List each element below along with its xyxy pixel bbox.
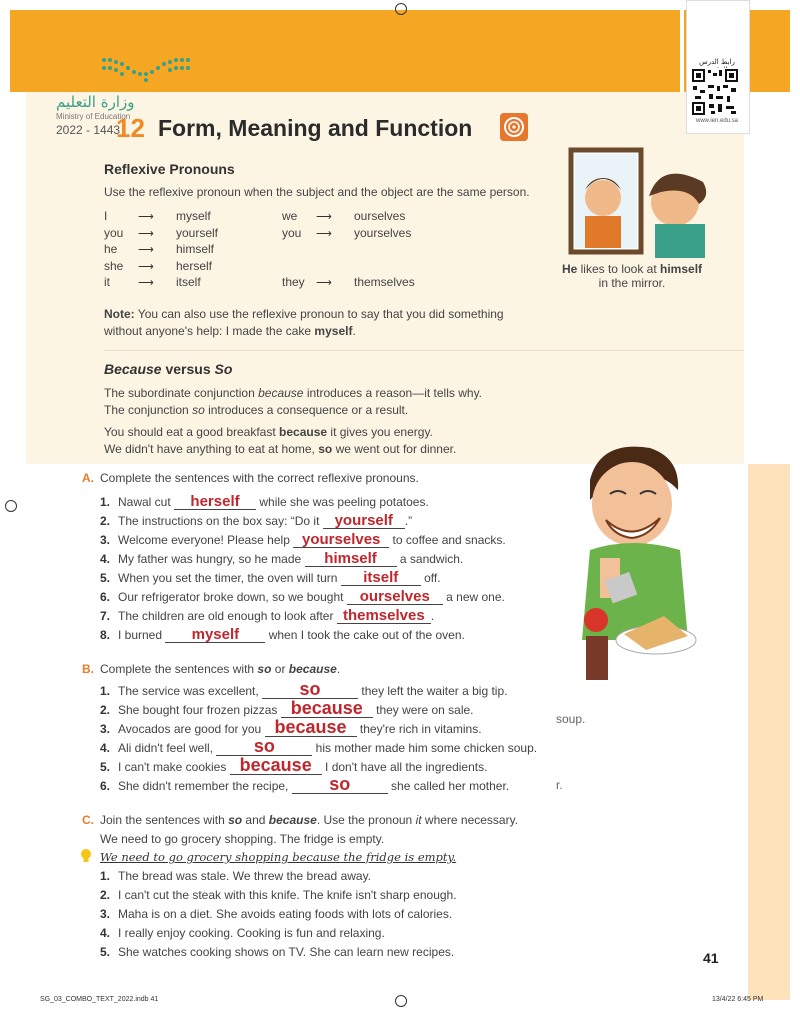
section-b-list [100,680,537,794]
item-number: 1. [100,869,111,883]
qr-code-icon[interactable] [691,68,739,116]
answer-blank[interactable]: herself [174,494,256,510]
item-number: 6. [100,779,111,793]
item-number: 3. [100,722,111,736]
item-number: 2. [100,514,111,528]
sentence-before: Welcome everyone! Please help [118,533,294,547]
instr-or: or [271,662,289,676]
ex2-c: we went out for dinner. [332,442,457,456]
swirl-icon [500,113,528,141]
item-number: 3. [100,533,111,547]
exercise-b-item [100,756,537,775]
arrow-right-icon: ⟶ [138,244,154,256]
answer-blank[interactable]: because [265,718,357,737]
sentence-after: to coffee and snacks. [389,533,506,547]
note-text-1: You can also use the reflexive pronoun to say that you did something [134,307,504,321]
ministry-name-english: Ministry of Education [56,112,131,121]
margin-strip [748,464,790,1000]
ghost-text-soup: soup. [556,712,586,726]
footer-file: SG_03_COMBO_TEXT_2022.indb 41 [40,996,159,1003]
footer-date: 13/4/22 6:45 PM [712,996,764,1003]
arrow-right-icon: ⟶ [138,227,154,240]
line2-b: so [192,403,205,417]
item-number: 2. [100,703,111,717]
ex2-b: so [318,442,333,456]
caption-he: He [561,262,578,276]
reflexive-pronoun: ourselves [354,209,406,223]
sentence-before: She bought four frozen pizzas [118,703,281,717]
line1-b: because [258,386,304,400]
instr-b: . Use the pronoun [316,813,416,827]
sentence-before: The instructions on the box say: “Do it [118,514,323,528]
sentence-after: I don't have all the ingredients. [321,760,488,774]
section-divider [104,350,744,351]
reflexive-pronoun: themselves [354,275,415,289]
note-text-2: without anyone's help: I made the cake [104,324,315,338]
reflexive-pronoun: itself [176,275,201,289]
exercise-c-item [100,945,457,964]
exercise-a-item [100,608,506,627]
page-number: 41 [703,950,719,966]
arrow-right-icon: ⟶ [138,211,154,223]
item-text: Maha is on a diet. She avoids eating foods with lots of calories. [118,907,453,921]
exercise-b-item [100,699,537,718]
pronoun-table-left [104,209,218,292]
instr-so: so [228,813,243,827]
sentence-after: off. [420,571,441,585]
caption-mid: likes to look at [577,262,661,276]
sentence-before: I burned [118,628,166,642]
exercise-a-item [100,513,506,532]
subject: I [104,209,108,223]
note-end: . [352,324,356,338]
sentence-before: When you set the timer, the oven will turn [118,571,341,585]
line1-c: introduces a reason—it tells why. [303,386,483,400]
sentence-after: .” [404,514,413,528]
reflexive-intro: Use the reflexive pronoun when the subject and the object are the same person. [104,185,530,199]
title-versus: versus [161,361,215,377]
item-number: 7. [100,609,111,623]
exercise-a-item [100,627,506,646]
item-number: 1. [100,684,111,698]
note-label: Note: [104,307,135,321]
lightbulb-icon [80,848,92,864]
subject: he [104,242,118,256]
instr-a: Join the sentences with [100,813,229,827]
answer-blank[interactable]: so [216,737,312,756]
line2-a: The conjunction [104,403,193,417]
sentence-before: Avocados are good for you [118,722,265,736]
answer-blank[interactable]: yourself [323,513,405,529]
ghost-text-r: r. [556,778,563,792]
instr-because: because [288,662,337,676]
arrow-right-icon: ⟶ [138,260,154,273]
because-so-title [104,361,232,377]
ex1-c: it gives you energy. [327,425,433,439]
sentence-before: I can't make cookies [118,760,230,774]
answer-blank[interactable]: itself [341,570,421,586]
exercise-a-item [100,570,506,589]
title-so: So [214,361,233,377]
section-a-letter: A. [82,471,94,485]
reflexive-pronoun: yourselves [354,225,412,240]
registration-mark-bottom [395,995,407,1007]
sentence-before: The service was excellent, [118,684,263,698]
exercise-a-item [100,589,506,608]
answer-blank[interactable]: myself [165,627,265,643]
item-number: 5. [100,945,111,959]
exercise-a-item [100,551,506,570]
arrow-right-icon: ⟶ [316,227,332,240]
instr-so: so [257,662,272,676]
ministry-name-arabic: وزارة التعليم [56,93,135,111]
item-text: I can't cut the steak with this knife. The knife isn't sharp enough. [118,888,457,902]
answer-blank[interactable]: because [230,756,322,775]
item-text: The bread was stale. We threw the bread away. [118,869,372,883]
instr-end: . [336,662,341,676]
instr-it: it [415,813,422,827]
answer-blank[interactable]: because [281,699,373,718]
sentence-after: when I took the cake out of the oven. [265,628,465,642]
exercise-b-item [100,718,537,737]
qr-label: رابط الدرس [699,58,735,66]
sentence-after: they were on sale. [372,703,474,717]
example-prompt: We need to go grocery shopping. The fridge is empty. [100,832,385,846]
answer-blank[interactable]: so [262,680,358,699]
reflexive-pronoun: herself [176,258,213,273]
sentence-after: a new one. [442,590,505,604]
exercise-c-item [100,926,457,945]
section-b-instruction [100,662,340,676]
arrow-right-icon: ⟶ [316,211,332,223]
example-answer: We need to go grocery shopping because the fridge is empty. [100,850,457,864]
sentence-before: My father was hungry, so he made [118,552,305,566]
reflexive-title: Reflexive Pronouns [104,161,235,177]
ministry-logo-icon [100,54,192,84]
reflexive-pronoun: yourself [176,225,219,240]
instr-because: because [268,813,317,827]
reflexive-pronoun: myself [176,209,211,223]
item-number: 2. [100,888,111,902]
sentence-after: she called her mother. [387,779,510,793]
exercise-a-item [100,532,506,551]
exercise-a-item [100,494,506,513]
sentence-before: The children are old enough to look after [118,609,337,623]
sentence-after: his mother made him some chicken soup. [312,741,538,755]
caption-himself: himself [660,262,703,276]
line1-a: The subordinate conjunction [104,386,259,400]
reflexive-pronoun: himself [176,242,215,256]
because-so-explanation [104,385,482,419]
arrow-right-icon: ⟶ [316,277,332,289]
item-number: 3. [100,907,111,921]
chef-illustration [560,440,708,690]
exercise-b-item [100,737,537,756]
item-number: 6. [100,590,111,604]
sentence-before: She didn't remember the recipe, [118,779,292,793]
sentence-after: they left the waiter a big tip. [358,684,508,698]
instr-c: where necessary. [421,813,519,827]
title-because: Because [104,361,162,377]
sentence-after: . [430,609,435,623]
subject: we [282,209,298,223]
section-c-letter: C. [82,813,94,827]
ex1-b: because [279,425,328,439]
answer-blank[interactable]: ourselves [347,589,443,605]
section-c-list [100,869,457,964]
mirror-caption [554,262,710,290]
item-number: 4. [100,741,111,755]
answer-blank[interactable]: himself [305,551,397,567]
item-number: 5. [100,760,111,774]
subject: they [282,275,305,289]
qr-url: www.ien.edu.sa [695,118,739,124]
section-a-list [100,494,506,646]
answer-blank[interactable]: yourselves [293,532,389,548]
ex1-a: You should eat a good breakfast [104,425,280,439]
instr-a: Complete the sentences with [100,662,258,676]
sentence-before: Our refrigerator broke down, so we bought [118,590,347,604]
arrow-right-icon: ⟶ [138,277,154,289]
item-number: 4. [100,926,111,940]
instr-and: and [242,813,269,827]
subject: she [104,258,124,273]
ex2-a: We didn't have anything to eat at home, [104,442,319,456]
reflexive-note [104,306,504,340]
pronoun-table-right [282,209,415,292]
item-number: 1. [100,495,111,509]
registration-mark-top [395,3,407,15]
subject: you [282,225,302,240]
subject: you [104,225,124,240]
exercise-b-item [100,775,537,794]
line2-c: introduces a consequence or a result. [204,403,409,417]
subject: it [104,275,110,289]
item-number: 8. [100,628,111,642]
unit-title: Form, Meaning and Function [158,115,473,141]
caption-end: in the mirror. [598,276,666,290]
exercise-c-item [100,907,457,926]
answer-blank[interactable]: themselves [337,608,431,624]
sentence-after: while she was peeling potatoes. [256,495,429,509]
exercise-c-item [100,888,457,907]
answer-blank[interactable]: so [292,775,388,794]
edition-year: 2022 - 1443 [56,123,121,137]
item-number: 4. [100,552,111,566]
registration-mark-left [5,500,17,512]
sentence-before: Nawal cut [118,495,175,509]
note-bold: myself [314,324,353,338]
unit-number: 12 [116,113,145,143]
exercise-b-item [100,680,537,699]
sentence-after: they're rich in vitamins. [356,722,482,736]
item-text: I really enjoy cooking. Cooking is fun and relaxing. [118,926,385,940]
item-number: 5. [100,571,111,585]
section-a-instruction: Complete the sentences with the correct reflexive pronouns. [100,471,419,485]
item-text: She watches cooking shows on TV. She can learn new recipes. [118,945,455,959]
section-b-letter: B. [82,662,94,676]
section-c-instruction [100,813,518,827]
mirror-illustration [565,146,715,262]
exercise-c-item [100,869,457,888]
because-so-examples [104,424,456,458]
sentence-after: a sandwich. [396,552,464,566]
sentence-before: Ali didn't feel well, [118,741,217,755]
